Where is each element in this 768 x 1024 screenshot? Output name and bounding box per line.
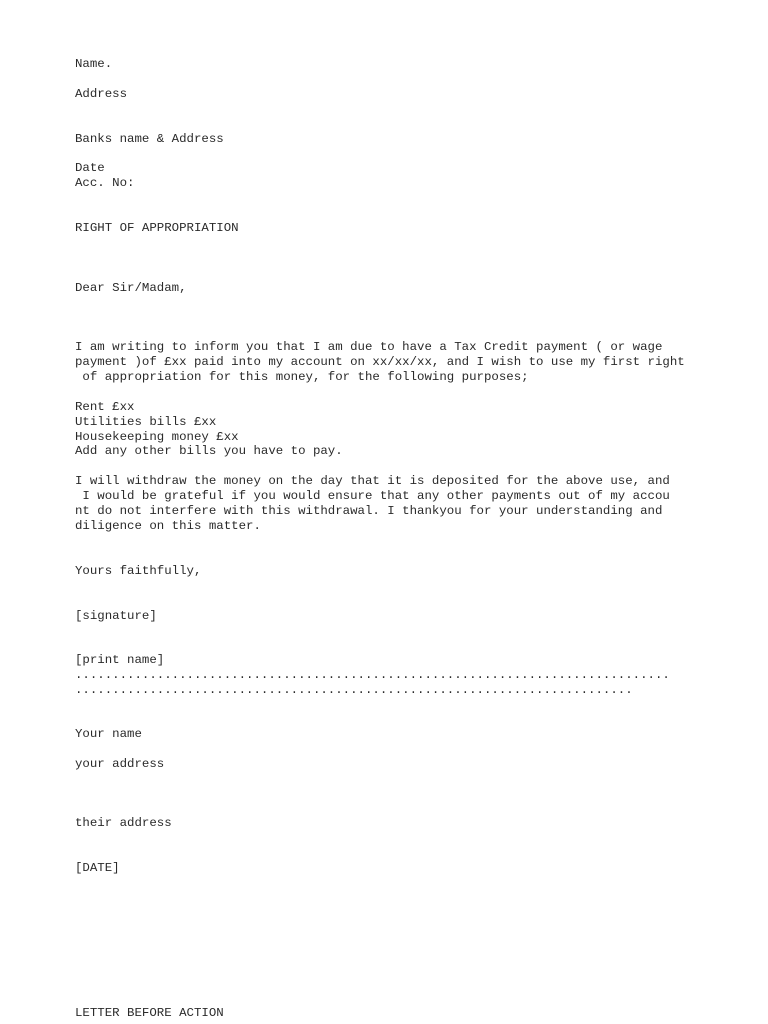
second-letter-heading: LETTER BEFORE ACTION xyxy=(75,1006,224,1020)
your-address: your address xyxy=(75,757,165,771)
dotted-line: ........................................................................... xyxy=(75,683,633,697)
body-line: I would be grateful if you would ensure that any other payments out of my accou xyxy=(75,489,670,503)
sender-address: Address xyxy=(75,87,128,101)
print-name-placeholder: [print name] xyxy=(75,653,165,667)
body-line: I am writing to inform you that I am due to have a Tax Credit payment ( or wage xyxy=(75,340,663,354)
bank-name-address: Banks name & Address xyxy=(75,132,224,146)
body-line: of appropriation for this money, for the following purposes; xyxy=(75,370,529,384)
sender-name: Name. xyxy=(75,57,113,71)
signature-placeholder: [signature] xyxy=(75,609,157,623)
letter-date: Date xyxy=(75,161,105,175)
body-line: payment )of £xx paid into my account on xx/xx/xx, and I wish to use my first right xyxy=(75,355,685,369)
date-placeholder: [DATE] xyxy=(75,861,120,875)
purpose-item: Utilities bills £xx xyxy=(75,415,217,429)
purpose-item: Add any other bills you have to pay. xyxy=(75,444,343,458)
body-line: nt do not interfere with this withdrawal. I thankyou for your understanding and xyxy=(75,504,663,518)
salutation: Dear Sir/Madam, xyxy=(75,281,187,295)
purpose-item: Housekeeping money £xx xyxy=(75,430,239,444)
dotted-line: ................................................................................ xyxy=(75,668,670,682)
purpose-item: Rent £xx xyxy=(75,400,135,414)
body-line: diligence on this matter. xyxy=(75,519,261,533)
your-name: Your name xyxy=(75,727,142,741)
body-line: I will withdraw the money on the day that it is deposited for the above use, and xyxy=(75,474,670,488)
their-address: their address xyxy=(75,816,172,830)
letter-heading: RIGHT OF APPROPRIATION xyxy=(75,221,239,235)
closing: Yours faithfully, xyxy=(75,564,202,578)
account-number: Acc. No: xyxy=(75,176,135,190)
